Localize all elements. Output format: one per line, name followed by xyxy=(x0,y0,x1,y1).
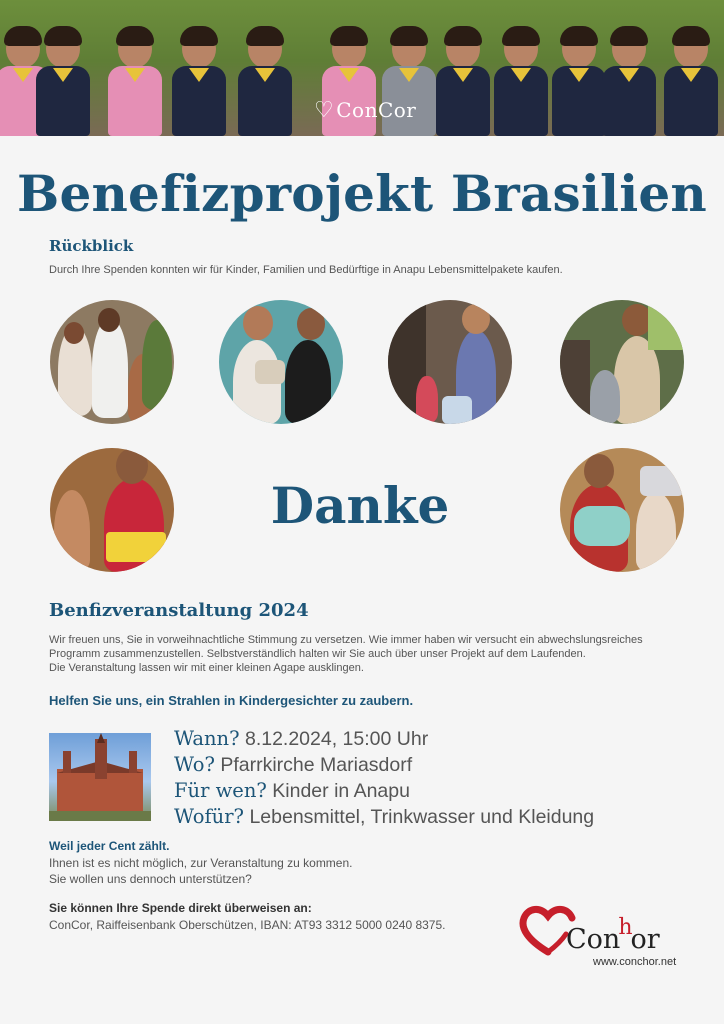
church-photo xyxy=(49,733,151,821)
detail-row-when: Wann? 8.12.2024, 15:00 Uhr xyxy=(174,727,429,750)
rueckblick-text: Durch Ihre Spenden konnten wir für Kinder, Familien und Bedürftige in Anapu Lebensmittelpakete kaufen. xyxy=(49,264,563,276)
detail-row-purpose: Wofür? Lebensmittel, Trinkwasser und Kleidung xyxy=(174,805,595,828)
event-details xyxy=(174,726,594,830)
website-url: www.conchor.net xyxy=(593,956,677,968)
photo-circle-mother xyxy=(560,300,684,424)
child-figure xyxy=(660,26,722,136)
appeal-text: Helfen Sie uns, ein Strahlen in Kindergesichter zu zaubern. xyxy=(49,693,414,708)
heart-icon: ♡ xyxy=(314,98,335,123)
event-text-line1: Wir freuen uns, Sie in vorweihnachtliche Stimmung zu versetzen. Wie immer haben wir versucht ein abwechslungsreiches xyxy=(49,634,643,646)
photo-circle-man xyxy=(50,448,174,572)
spende-text: ConCor, Raiffeisenbank Oberschützen, IBAN: AT93 3312 5000 0240 8375. xyxy=(49,918,446,932)
cent-line1: Ihnen ist es nicht möglich, zur Veranstaltung zu kommen. xyxy=(49,856,353,870)
danke-heading: Danke xyxy=(270,476,450,535)
rueckblick-heading: Rückblick xyxy=(49,237,134,255)
spende-heading: Sie können Ihre Spende direkt überweisen an: xyxy=(49,901,312,915)
conchor-logo xyxy=(518,898,688,970)
hero-photo xyxy=(0,0,724,136)
photo-circle-couple xyxy=(219,300,343,424)
photo-circle-children xyxy=(50,300,174,424)
photo-circle-grandmother xyxy=(560,448,684,572)
child-figure xyxy=(168,26,230,136)
child-figure xyxy=(234,26,296,136)
child-figure xyxy=(104,26,166,136)
cent-line2: Sie wollen uns dennoch unterstützen? xyxy=(49,872,252,886)
child-figure xyxy=(598,26,660,136)
logo-wordmark: Con$^h$or xyxy=(566,915,660,955)
page-title: Benefizprojekt Brasilien xyxy=(17,164,707,223)
detail-row-where: Wo? Pfarrkirche Mariasdorf xyxy=(174,753,413,776)
hero-logo: ♡ ConCor xyxy=(314,98,417,123)
child-figure xyxy=(32,26,94,136)
event-text-line2: Programm zusammenzustellen. Selbstverständlich halten wir Sie auch über unser Projekt auf dem Laufenden. xyxy=(49,648,586,660)
event-heading: Benfizveranstaltung 2024 xyxy=(49,600,309,621)
photo-circle-family xyxy=(388,300,512,424)
child-figure xyxy=(490,26,552,136)
event-text-line3: Die Veranstaltung lassen wir mit einer kleinen Agape ausklingen. xyxy=(49,662,364,674)
detail-row-for-whom: Für wen? Kinder in Anapu xyxy=(174,779,410,802)
child-figure xyxy=(432,26,494,136)
cent-heading: Weil jeder Cent zählt. xyxy=(49,839,170,853)
